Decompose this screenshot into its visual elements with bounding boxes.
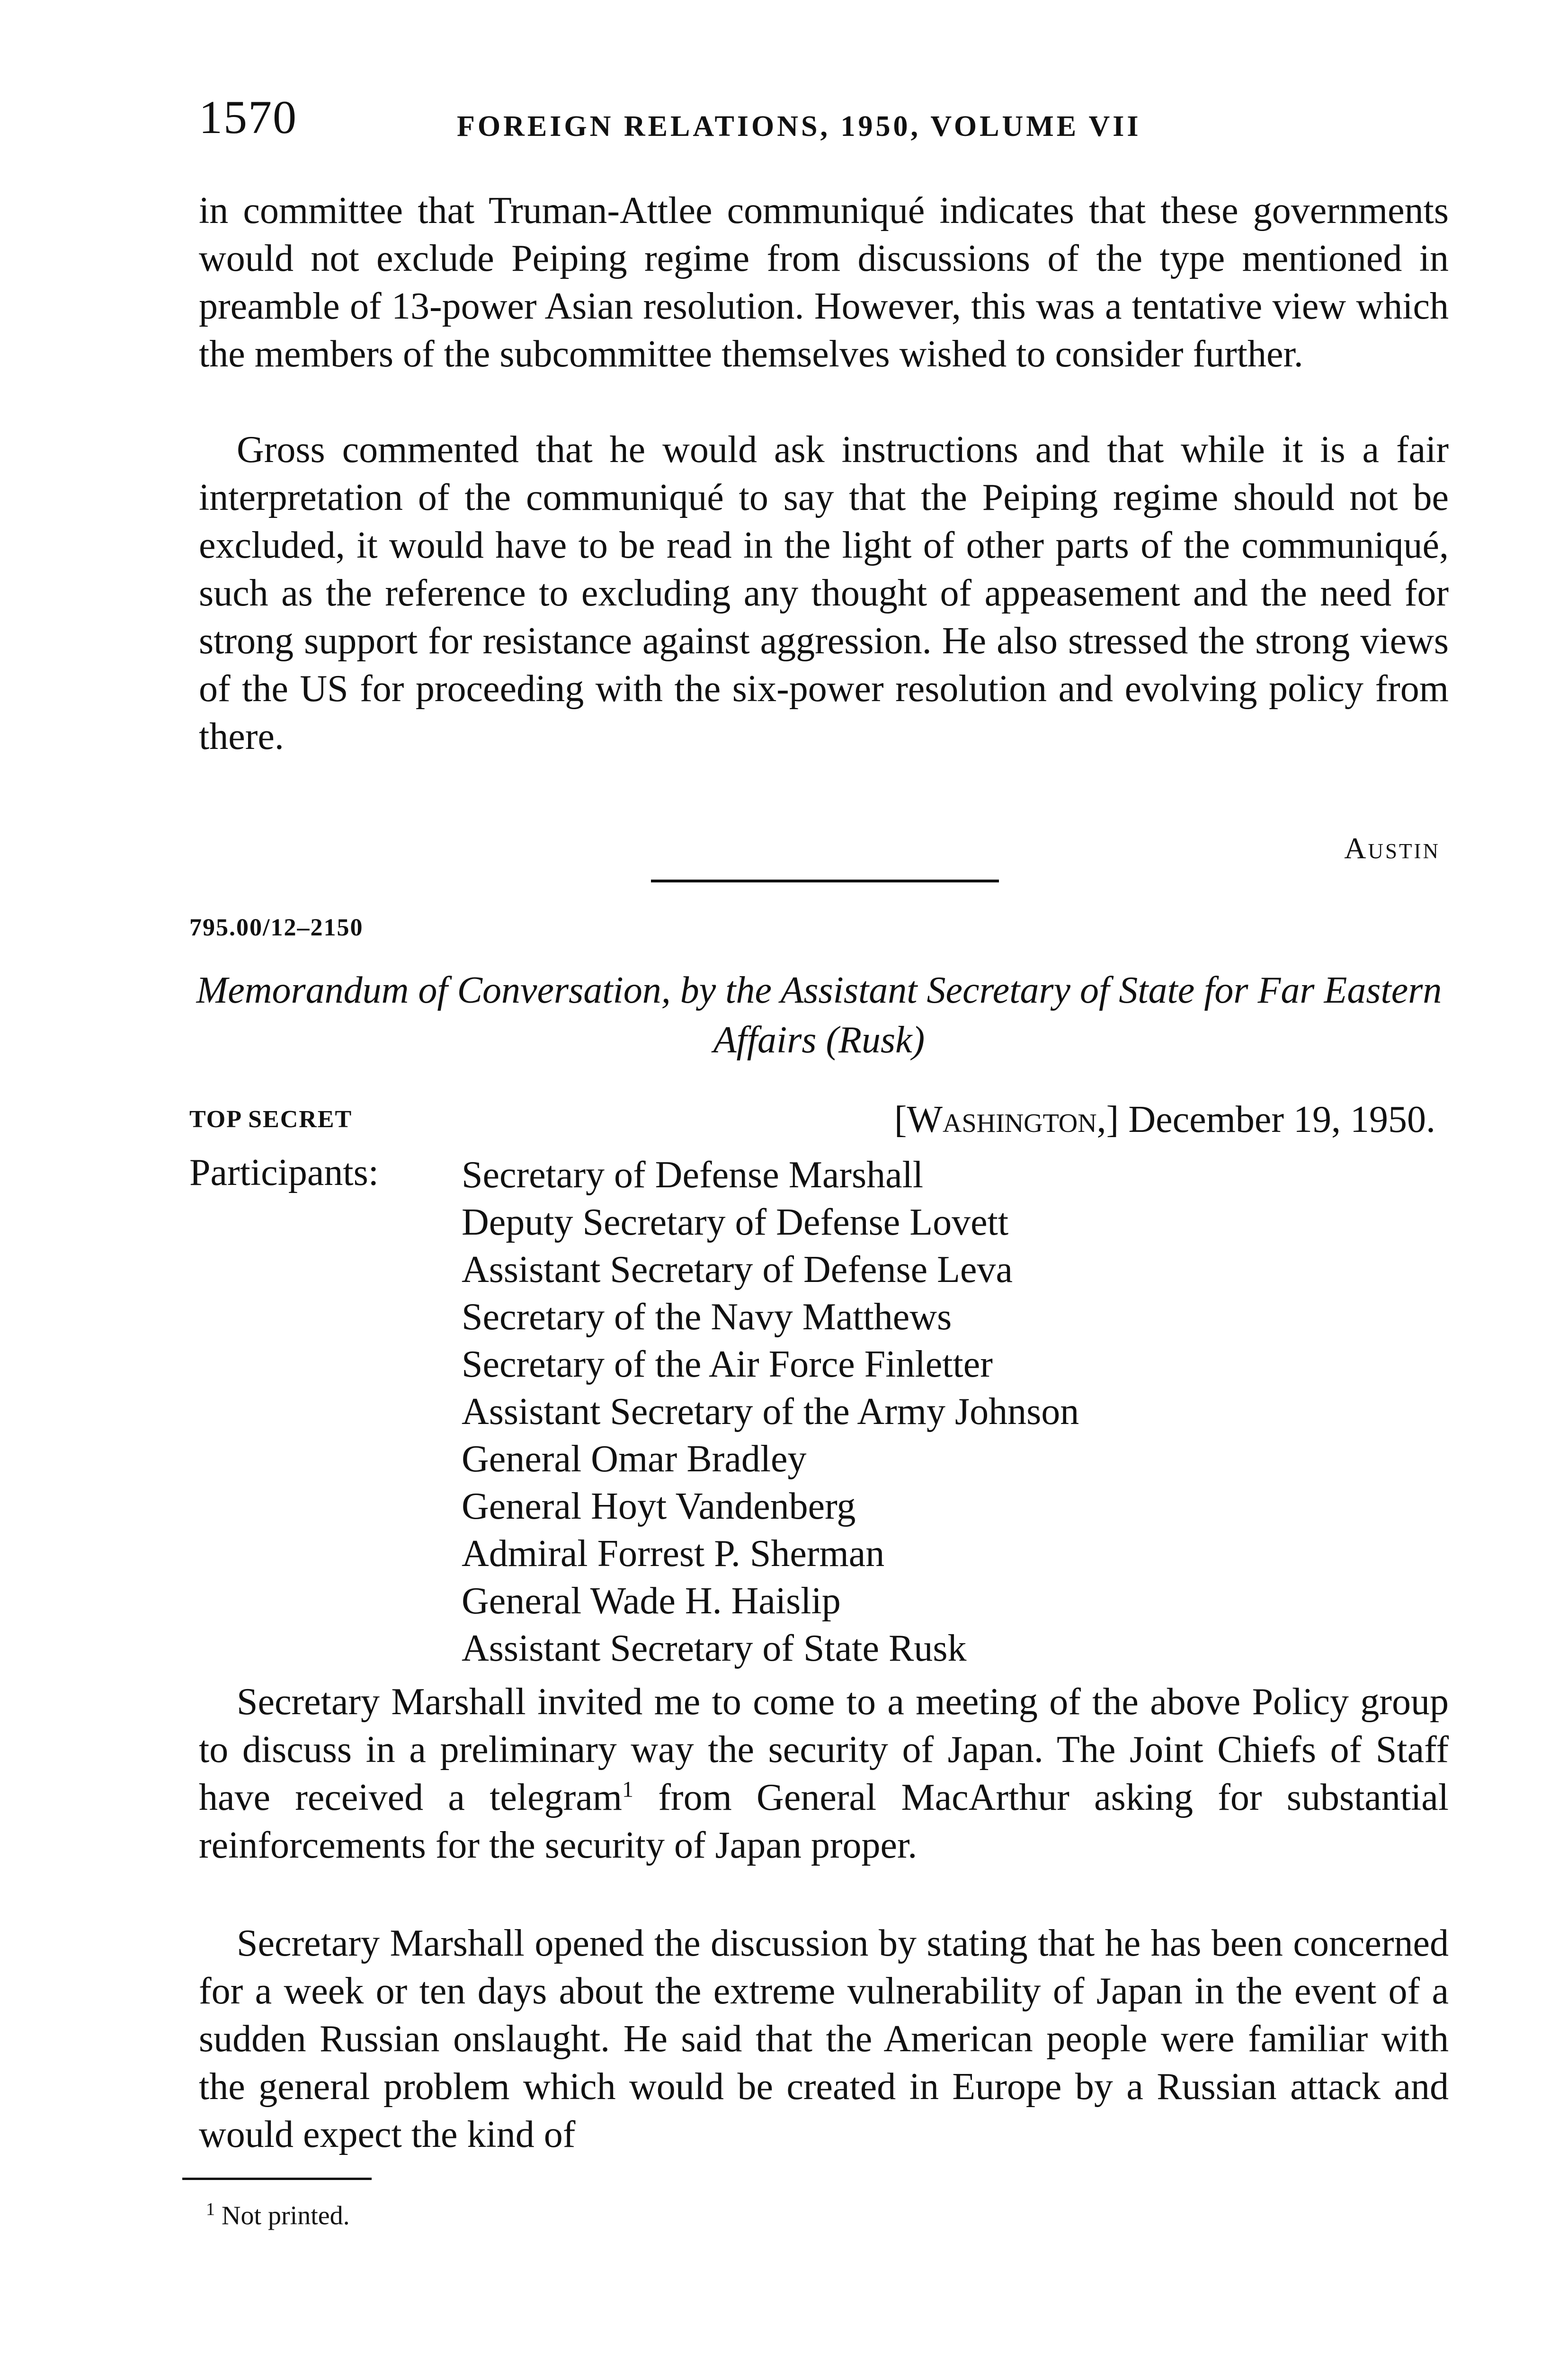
participant: Secretary of the Air Force Finletter bbox=[462, 1344, 993, 1385]
footnote-reference: 1 bbox=[622, 1777, 634, 1802]
memo-paragraph-2: Secretary Marshall opened the discussion by stating that he has been concerned for a week or ten days about the extreme vulnerability of Japan in the event of a sudden Russian onslaught. He said that the American people were familiar with the general problem which would be created in Europe by a Russian attack and would expect the kind of bbox=[199, 1922, 1449, 2155]
memo-paragraph-1 bbox=[199, 1678, 1449, 1869]
participant: Secretary of the Navy Matthews bbox=[462, 1296, 952, 1338]
participant: Deputy Secretary of Defense Lovett bbox=[462, 1201, 1009, 1243]
file-number: 795.00/12–2150 bbox=[189, 914, 364, 941]
document-title: Memorandum of Conversation, by the Assistant Secretary of State for Far Eastern Affairs (Rusk) bbox=[196, 970, 1442, 1061]
footnote-text: Not printed. bbox=[222, 2201, 350, 2231]
participant: Assistant Secretary of the Army Johnson bbox=[462, 1391, 1079, 1433]
continued-paragraph-1: in committee that Truman-Attlee communiqué indicates that these governments would not exclude Peiping regime from discussions of the type mentioned in preamble of 13-power Asian resolution. However, this was a tentative view which the members of the subcommittee themselves wished to consider further. bbox=[199, 190, 1449, 375]
memo-paragraph-1-text: Secretary Marshall invited me to come to a meeting of the above Policy group to discuss in a preliminary way the security of Japan. The Joint Chiefs of Staff have received a telegram bbox=[199, 1681, 1449, 1818]
participant: Assistant Secretary of State Rusk bbox=[462, 1628, 967, 1669]
footnote bbox=[206, 2199, 350, 2231]
dateline bbox=[894, 1098, 1435, 1141]
footnote-rule bbox=[182, 2178, 372, 2180]
participant: Admiral Forrest P. Sherman bbox=[462, 1533, 885, 1575]
page-number: 1570 bbox=[199, 91, 297, 143]
continued-paragraph-2: Gross commented that he would ask instructions and that while it is a fair interpretation of the communiqué to say that the Peiping regime should not be excluded, it would have to be read in the light of other parts of the communiqué, such as the reference to excluding any thought of appeasement and the need for strong support for resistance against aggression. He also stressed the strong views of the US for proceeding with the six-power resolution and evolving policy from there. bbox=[199, 429, 1449, 757]
classification: TOP SECRET bbox=[189, 1106, 353, 1133]
signature: Austin bbox=[1344, 831, 1440, 865]
participant: Secretary of Defense Marshall bbox=[462, 1154, 924, 1196]
participants-label: Participants: bbox=[189, 1152, 379, 1193]
participants-list bbox=[462, 1151, 1079, 1672]
footnote-marker: 1 bbox=[206, 2199, 215, 2219]
memo-paragraph-1-continuation: from General MacArthur asking for substantial reinforcements for the security of Japan proper. bbox=[199, 1777, 1449, 1866]
section-divider bbox=[651, 880, 999, 882]
running-head: FOREIGN RELATIONS, 1950, VOLUME VII bbox=[457, 110, 1141, 142]
dateline-date: December 19, 1950. bbox=[1128, 1099, 1435, 1140]
dateline-place: [Washington,] bbox=[894, 1099, 1119, 1140]
participant: Assistant Secretary of Defense Leva bbox=[462, 1249, 1013, 1290]
participant: General Wade H. Haislip bbox=[462, 1580, 841, 1622]
participant: General Omar Bradley bbox=[462, 1438, 807, 1480]
participant: General Hoyt Vandenberg bbox=[462, 1486, 856, 1527]
